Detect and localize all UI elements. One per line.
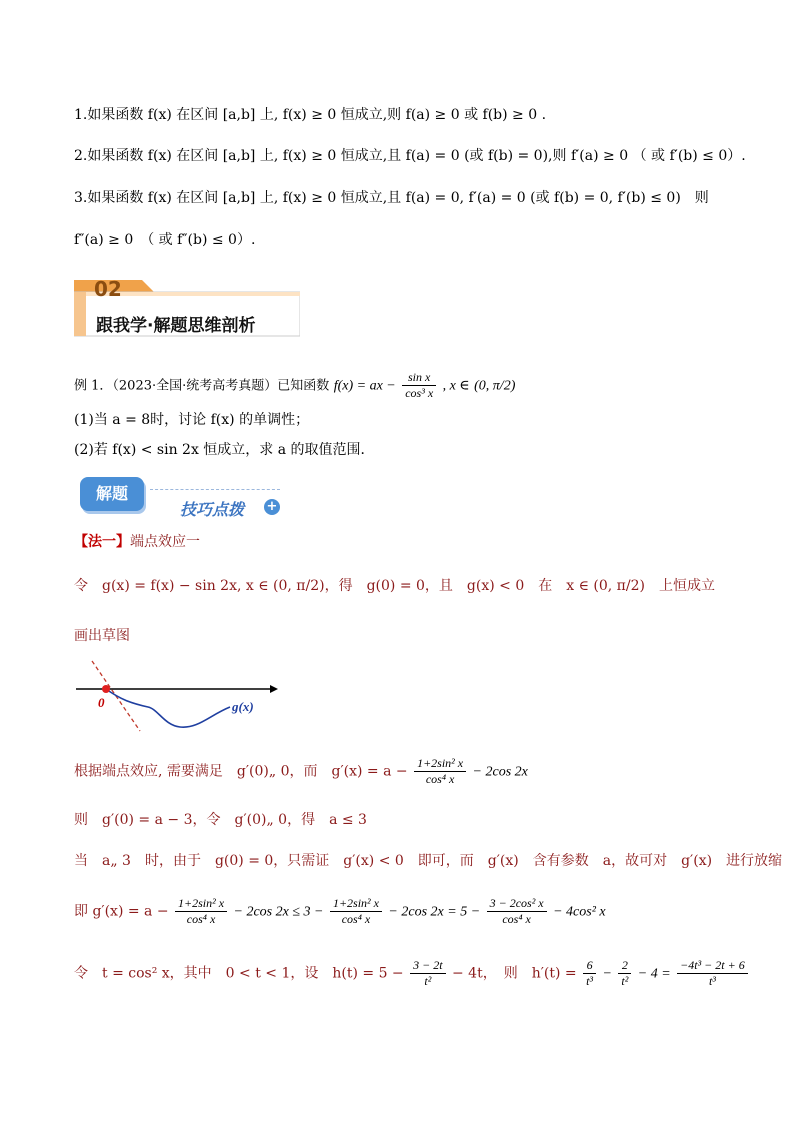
step-6-minus: − [602, 966, 612, 982]
step-5-d: − 4cos² x [553, 904, 606, 920]
step-6-frac-2-den: t³ [586, 974, 594, 988]
step-5-frac-3 [487, 896, 547, 927]
step-2-tail: − 2cos 2x [472, 764, 528, 780]
step-2-text: 根据端点效应, 需要满足 g′(0)„ 0，而 g′(x) = a − [74, 763, 408, 780]
step-5-frac-3-num: 3 − 2cos² x [487, 896, 547, 912]
step-6-frac-1 [410, 958, 445, 989]
rule-3-part-2: f″(a) ≥ 0 （ 或 f″(b) ≤ 0）. [74, 232, 256, 248]
step-6-frac-4 [677, 958, 748, 989]
solve-tip: 技巧点拨 [180, 500, 245, 519]
step-6-frac-2-num: 6 [583, 958, 596, 974]
sketch-graph [70, 655, 290, 735]
step-6-frac-3 [618, 958, 631, 989]
example-intro [74, 370, 515, 401]
step-6 [74, 958, 750, 989]
solve-tag: 解题 [80, 477, 144, 511]
step-6-a: 令 t = cos² x，其中 0 < t < 1，设 h(t) = 5 − [74, 965, 404, 982]
method-name: 端点效应一 [130, 534, 200, 550]
step-6-b: − 4t， 则 h′(t) = [452, 965, 577, 982]
step-2-frac-den: cos⁴ x [425, 772, 455, 786]
x-axis-arrow [270, 685, 278, 693]
rule-1: 1.如果函数 f(x) 在区间 [a,b] 上, f(x) ≥ 0 恒成立,则 f(a) ≥ 0 或 f(b) ≥ 0 . [74, 107, 547, 123]
solve-badge [80, 475, 290, 519]
section-title: 跟我学·解题思维剖析 [96, 316, 256, 336]
g-curve-label: g(x) [232, 699, 254, 714]
example-frac-den: cos³ x [405, 386, 434, 400]
method-line [74, 532, 200, 552]
step-1: 令 g(x) = f(x) − sin 2x, x ∈ (0, π/2)，得 g(0) = 0，且 g(x) < 0 在 x ∈ (0, π/2) 上恒成立 [74, 578, 715, 594]
question-1: (1)当 a = 8时，讨论 f(x) 的单调性； [74, 412, 310, 428]
example-fraction [402, 370, 436, 401]
method-label: 【法一】 [74, 534, 130, 550]
section-badge [74, 277, 300, 338]
step-5-frac-1-den: cos⁴ x [186, 912, 216, 926]
step-6-frac-3-den: t² [621, 974, 629, 988]
step-5-frac-2-den: cos⁴ x [341, 912, 371, 926]
step-5-frac-3-den: cos⁴ x [502, 912, 531, 926]
example-intro-text: 例 1．（2023·全国·统考高考真题）已知函数 [74, 378, 330, 394]
step-6-frac-4-den: t³ [708, 974, 716, 988]
step-6-c: − 4 = [637, 966, 671, 982]
step-6-frac-1-den: t² [424, 974, 432, 988]
step-2-fraction [414, 756, 466, 787]
example-func: f(x) = ax − [333, 378, 396, 394]
rule-2: 2.如果函数 f(x) 在区间 [a,b] 上, f(x) ≥ 0 恒成立,且 f(a) = 0 (或 f(b) = 0),则 f′(a) ≥ 0 （ 或 f′(b) ≤ 0）. [74, 148, 746, 164]
step-2 [74, 756, 528, 787]
question-2: (2)若 f(x) < sin 2x 恒成立，求 a 的取值范围． [74, 442, 375, 458]
step-6-frac-2 [583, 958, 596, 989]
example-interval: (0, π/2) [474, 378, 516, 394]
example-domain: , x ∈ [442, 378, 470, 394]
step-5-a: 即 g′(x) = a − [74, 903, 169, 920]
sketch-label: 画出草图 [74, 628, 130, 644]
step-6-frac-1-num: 3 − 2t [410, 958, 445, 974]
origin-label: 0 [98, 695, 105, 710]
step-5-frac-2-num: 1+2sin² x [330, 896, 382, 912]
solve-divider [150, 489, 280, 490]
step-5-b: − 2cos 2x ≤ 3 − [233, 904, 324, 920]
step-4: 当 a„ 3 时，由于 g(0) = 0，只需证 g′(x) < 0 即可，而 g′(x) 含有参数 a，故可对 g′(x) 进行放缩 [74, 853, 783, 869]
section-number: 02 [94, 277, 122, 301]
step-6-frac-3-num: 2 [618, 958, 631, 974]
step-5-frac-2 [330, 896, 382, 927]
plus-icon: + [264, 499, 280, 515]
step-3: 则 g′(0) = a − 3，令 g′(0)„ 0，得 a ≤ 3 [74, 812, 367, 828]
step-5-frac-1-num: 1+2sin² x [175, 896, 227, 912]
rule-3-part-1: 3.如果函数 f(x) 在区间 [a,b] 上, f(x) ≥ 0 恒成立,且 f(a) = 0, f′(a) = 0 (或 f(b) = 0, f′(b) ≤ 0) 则 [74, 190, 709, 206]
step-6-frac-4-num: −4t³ − 2t + 6 [677, 958, 748, 974]
origin-point [102, 685, 110, 693]
step-5-c: − 2cos 2x = 5 − [388, 904, 481, 920]
example-frac-num: sin x [402, 370, 436, 386]
step-5-frac-1 [175, 896, 227, 927]
step-2-frac-num: 1+2sin² x [414, 756, 466, 772]
step-5 [74, 896, 606, 927]
